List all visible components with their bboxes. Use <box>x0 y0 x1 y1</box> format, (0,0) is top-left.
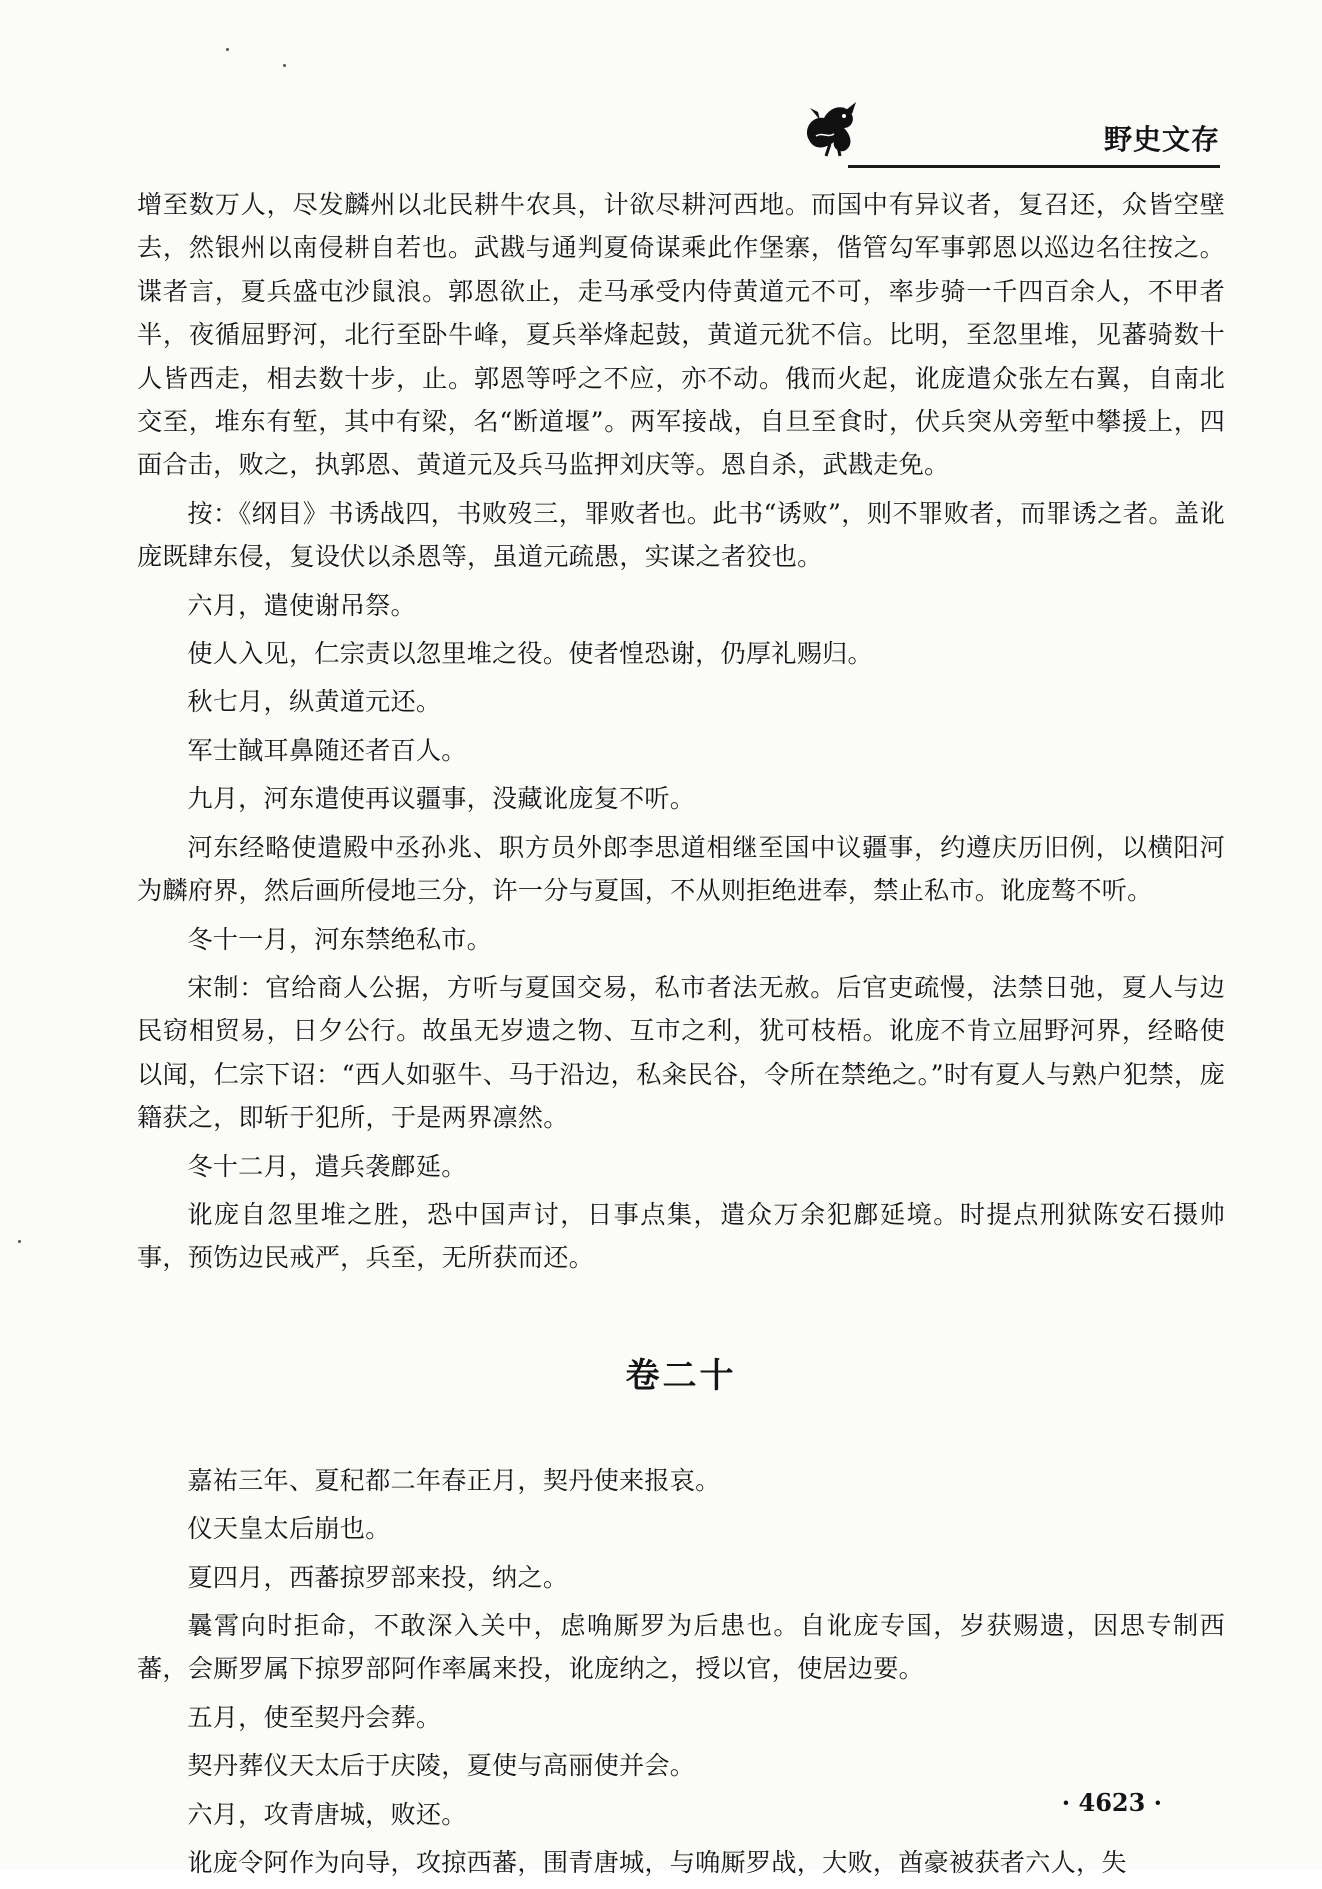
paragraph: 军士馘耳鼻随还者百人。 <box>187 735 467 765</box>
scan-speck <box>283 64 286 67</box>
paragraph: 曩霄向时拒命，不敢深入关中，虑唃厮罗为后患也。自讹庞专国，岁获赐遗，因思专制西蕃，会厮罗属下掠罗部阿作率属来投，讹庞纳之，授以官，使居边要。 <box>137 1610 1225 1684</box>
running-header <box>800 96 1220 166</box>
paragraph: 九月，河东遣使再议疆事，没藏讹庞复不听。 <box>187 784 696 814</box>
paragraph: 河东经略使遣殿中丞孙兆、职方员外郎李思道相继至国中议疆事，约遵庆历旧例，以横阳河为麟府界，然后画所侵地三分，许一分与夏国，不从则拒绝进奉，禁止私市。讹庞骜不听。 <box>137 832 1225 906</box>
page-number: · 4623 · <box>1061 1788 1162 1817</box>
chapter-title: 卷二十 <box>625 1355 737 1396</box>
paragraph: 讹庞令阿作为向导，攻掠西蕃，围青唐城，与唃厮罗战，大败，酋豪被获者六人，失 <box>187 1848 1127 1877</box>
paragraph: 冬十二月，遣兵袭鄜延。 <box>187 1151 467 1181</box>
dragon-emblem-icon <box>800 98 860 158</box>
header-rule <box>848 165 1220 168</box>
paragraph: 讹庞自忽里堆之胜，恐中国声讨，日事点集，遣众万余犯鄜延境。时提点刑狱陈安石摄帅事，预饬边民戒严，兵至，无所获而还。 <box>137 1199 1225 1273</box>
paragraph: 夏四月，西蕃掠罗部来投，纳之。 <box>187 1562 569 1592</box>
paragraph: 使人入见，仁宗责以忽里堆之役。使者惶恐谢，仍厚礼赐归。 <box>187 639 873 669</box>
paragraph: 冬十一月，河东禁绝私市。 <box>187 924 493 954</box>
paragraph: 五月，使至契丹会葬。 <box>187 1702 442 1732</box>
paragraph: 嘉祐三年、夏䄫都二年春正月，契丹使来报哀。 <box>187 1465 721 1495</box>
scan-speck <box>18 1240 21 1243</box>
paragraph: 宋制：官给商人公据，方听与夏国交易，私市者法无赦。后官吏疏慢，法禁日弛，夏人与边民窃相贸易，日夕公行。故虽无岁遗之物、互市之利，犹可枝梧。讹庞不肯立屈野河界，经略使以闻，仁宗下诏：“西人如驱牛、马于沿边，私籴民谷，令所在禁绝之。”时有夏人与熟户犯禁，庞籍获之，即斩于犯所，于是两界凛然。 <box>137 972 1225 1133</box>
main-text <box>137 183 1225 1889</box>
paragraph: 按：《纲目》书诱战四，书败歿三，罪败者也。此书“诱败”，则不罪败者，而罪诱之者。盖讹庞既肆东侵，复设伏以杀恩等，虽道元疏愚，实谋之者狡也。 <box>137 498 1225 572</box>
scan-speck <box>226 48 229 51</box>
paragraph: 秋七月，纵黄道元还。 <box>187 687 442 717</box>
paragraph: 六月，遣使谢吊祭。 <box>187 590 416 620</box>
running-header-title: 野史文存 <box>1103 123 1220 156</box>
paragraph: 仪天皇太后崩也。 <box>187 1514 391 1544</box>
paragraph: 契丹葬仪天太后于庆陵，夏使与高丽使并会。 <box>187 1751 696 1781</box>
paragraph: 六月，攻青唐城，败还。 <box>187 1799 467 1829</box>
paragraph: 增至数万人，尽发麟州以北民耕牛农具，计欲尽耕河西地。而国中有异议者，复召还，众皆空壁去，然银州以南侵耕自若也。武戡与通判夏倚谋乘此作堡寨，偕管勾军事郭恩以巡边名往按之。谍者言，夏兵盛屯沙鼠浪。郭恩欲止，走马承受内侍黄道元不可，率步骑一千四百余人，不甲者半，夜循屈野河，北行至卧牛峰，夏兵举烽起鼓，黄道元犹不信。比明，至忽里堆，见蕃骑数十人皆西走，相去数十步，止。郭恩等呼之不应，亦不动。俄而火起，讹庞遣众张左右翼，自南北交至，堆东有堑，其中有梁，名“断道堰”。两军接战，自旦至食时，伏兵突从旁堑中攀援上，四面合击，败之，执郭恩、黄道元及兵马监押刘庆等。恩自杀，武戡走免。 <box>137 190 1225 480</box>
